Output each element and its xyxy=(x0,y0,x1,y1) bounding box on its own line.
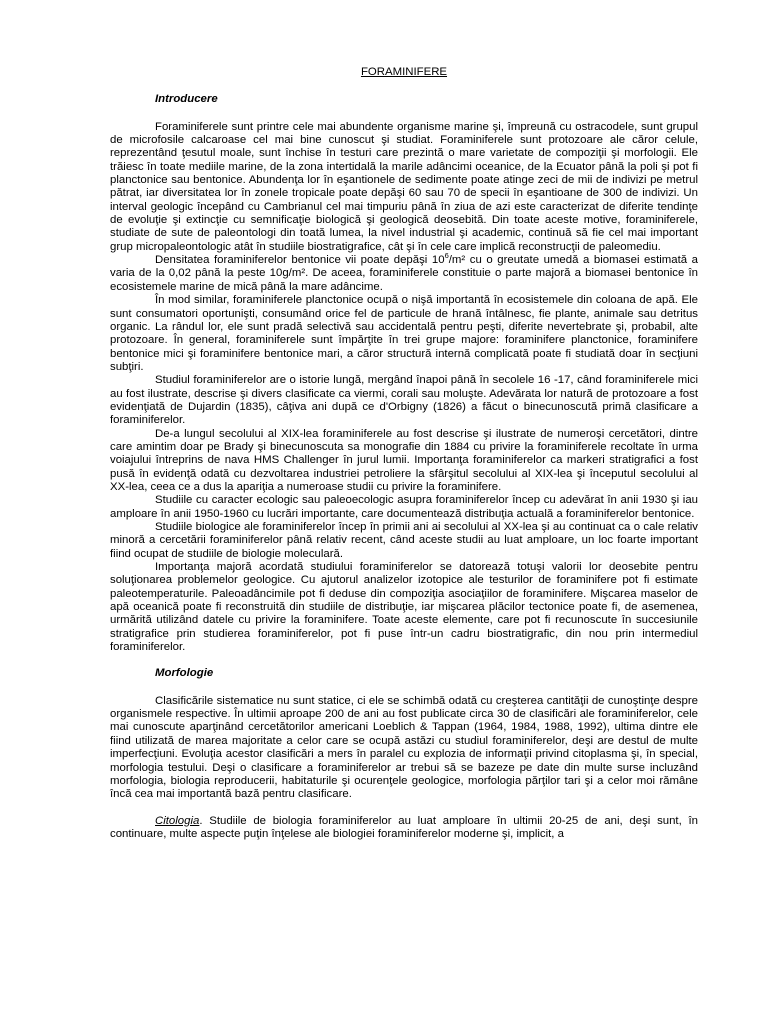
intro-paragraph-7: Studiile biologice ale foraminiferelor încep în primii ani ai secolului al XX-lea şi au continuat ca o cale relativ minoră a cercetării foraminiferelor până relativ recent, când aceste studii au luat amploare, un loc foarte important fiind ocupat de studiile de biologie moleculară. xyxy=(110,521,698,560)
intro-paragraph-8: Importanţa majoră acordată studiului foraminiferelor se datorează totuşi valorii lor deosebite pentru soluţionarea problemelor geologice. Cu ajutorul analizelor izotopice ale testurilor de foraminifere pot fi estimate paleotemperaturile. Paleoadâncimile pot fi deduse din compoziţia asociaţiilor de foraminifere. Mişcarea maselor de apă oceanică poate fi reconstruită din studiile de distribuţie, iar mişcarea plăcilor tectonice poate fi, de asemenea, urmărită utilizând datele cu privire la foraminifere. Toate aceste elemente, care pot fi recunoscute în succesiunile stratigrafice prin studierea foraminiferelor, pot fi puse într-un cadru biostratigrafic, din nou prin intermediul foraminiferelor. xyxy=(110,561,698,654)
intro-paragraph-1: Foraminiferele sunt printre cele mai abundente organisme marine şi, împreună cu ostracodele, sunt grupul de microfosile calcaroase cel mai bine cunoscut şi studiat. Foraminiferele sunt protozoare ale căror celule, reprezentând ţesutul moale, sunt închise în testuri care prezintă o mare varietate de compoziţii şi morfologii. Ele trăiesc în toate mediile marine, de la zona intertidală la marile adâncimi oceanice, de la Ecuator până la poli şi pot fi planctonice sau bentonice. Abundenţa lor în eşantionele de sedimente poate atinge zeci de mii de indivizi pe metrul pătrat, iar diversitatea lor în zonele tropicale poate depăşi 60 sau 70 de specii în eşantioane de 300 de indivizi. Un interval geologic începând cu Cambrianul cel mai timpuriu până în ziua de azi este caracterizat de diferite tendinţe de evoluţie şi extincţie cu semnificaţie biologică şi geologică deosebită. Din toate aceste motive, foraminiferele, studiate de sute de paleontologi din toată lumea, la nivel industrial şi academic, continuă să fie cel mai important grup micropaleontologic atât în studiile biostratigrafice, cât şi în cele care implică reconstrucţii de paleomediu. xyxy=(110,120,698,253)
intro-paragraph-3: În mod similar, foraminiferele planctonice ocupă o nişă importantă în ecosistemele din coloana de apă. Ele sunt consumatori oportunişti, consumând orice fel de particule de hrană întâlnesc, fie plante, animale sau detritus organic. La rândul lor, ele sunt pradă selectivă sau accidentală pentru peşti, diferite nevertebrate şi, probabil, alte protozoare. În general, foraminiferele sunt împărţite în trei grupe majore: foraminifere planctonice, foraminifere bentonice mici şi foraminifere bentonice mari, a căror structură internă complicată poate fi studiată doar în secţiuni subţiri. xyxy=(110,294,698,373)
intro-paragraph-6: Studiile cu caracter ecologic sau paleoecologic asupra foraminiferelor încep cu adevărat în anii 1930 şi iau amploare în anii 1950-1960 cu lucrări importante, care documentează distribuţia actuală a foraminiferelor bentonice. xyxy=(110,494,698,520)
document-page xyxy=(110,66,698,841)
intro-paragraph-2 xyxy=(110,251,699,294)
morph-paragraph-1: Clasificările sistematice nu sunt statice, ci ele se schimbă odată cu creşterea cantităţii de cunoştinţe despre organismele respective. În ultimii aproape 200 de ani au fost publicate circa 30 de clasificări ale foraminiferelor, cele mai cunoscute aparţinând cercetătorilor americani Loeblich & Tappan (1964, 1984, 1988, 1992), ultima dintre ele fiind utilizată de marea majoritate a celor care se ocupă astăzi cu studiul foraminiferelor, deşi are destul de multe imperfecţiuni. Evoluţia acestor clasificări a mers în paralel cu explozia de informaţii privind citoplasma şi, în special, morfologia testului. Deşi o clasificare a foraminiferelor ar trebui să se bazeze pe date din multe surse incluzând morfologia, biologia reproducerii, habitaturile şi ocurenţele geologice, morfologia părţilor tari şi a celor moi rămâne încă cea mai importantă bază pentru clasificare. xyxy=(110,694,698,801)
section-heading-morfologie: Morfologie xyxy=(155,667,214,680)
section-heading-introducere: Introducere xyxy=(155,93,218,106)
morph-paragraph-2-rest: . Studiile de biologia foraminiferelor au luat amploare în ultimii 20-25 de ani, deşi sunt, în continuare, multe aspecte puţin înţelese ale biologiei foraminiferelor moderne şi, implicit, a xyxy=(110,814,698,840)
morph-paragraph-2 xyxy=(110,815,698,842)
intro-paragraph-2-part-b: /m² cu o greutate umedă a biomasei estimată a varia de la 0,02 până la peste 10g/m². De aceea, foraminiferele constituie o parte majoră a biomasei bentonice în ecosistemele marine de mică până la mare adâncime. xyxy=(110,254,699,293)
document-title: FORAMINIFERE xyxy=(360,66,448,78)
superscript-exponent: 6 xyxy=(444,251,449,261)
citologia-lead-word: Citologia xyxy=(155,814,200,827)
intro-paragraph-2-part-a: Densitatea foraminiferelor bentonice vii poate depăşi 10 xyxy=(155,254,445,267)
intro-paragraph-4: Studiul foraminiferelor are o istorie lungă, mergând înapoi până în secolele 16 -17, când foraminiferele mici au fost ilustrate, descrise şi divers clasificate ca viermi, corali sau moluşte. Adevărata lor natură de protozoare a fost evidenţiată de Dujardin (1835), câţiva ani după ce d'Orbigny (1826) a făcut o binecunoscută primă clasificare a foraminiferelor. xyxy=(110,374,698,427)
intro-paragraph-5: De-a lungul secolului al XIX-lea foraminiferele au fost descrise şi ilustrate de numeroşi cercetători, dintre care amintim doar pe Brady şi binecunoscuta sa monografie din 1884 cu privire la foraminiferele recoltate în urma voiajului întreprins de nava HMS Challenger în jurul lumii. Importanţa foraminiferelor ca markeri stratigrafici a fost pusă în evidenţă odată cu dezvoltarea industriei petroliere la sfârşitul secolului al XIX-lea şi începutul secolului al XX-lea, ceea ce a dus la apariţia a numeroase studii cu privire la foraminifere. xyxy=(110,427,698,493)
